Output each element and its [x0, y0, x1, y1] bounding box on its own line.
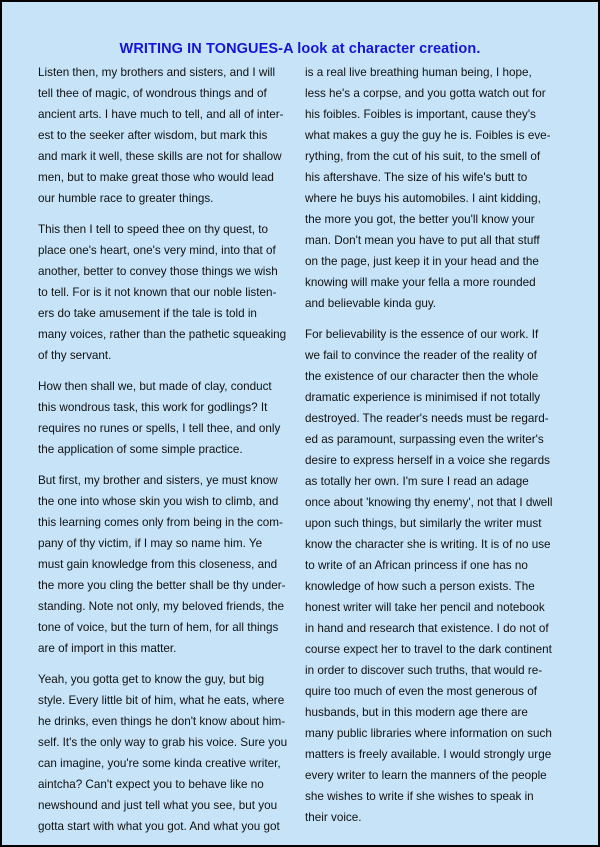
text-line: the existence of our character then the whole — [305, 370, 539, 383]
text-line: can imagine, you're some kinda creative writer, — [38, 757, 281, 770]
right-column — [305, 62, 562, 838]
text-line: she wishes to write if she wishes to speak in — [305, 790, 534, 803]
text-line: aintcha? Can't expect you to behave like no — [38, 778, 264, 791]
text-line: destroyed. The reader's needs must be regard- — [305, 412, 549, 425]
text-line: est to the seeker after wisdom, but mark this — [38, 129, 268, 142]
text-line: course expect her to travel to the dark continent — [305, 643, 552, 656]
text-line: are of import in this matter. — [38, 642, 177, 655]
text-line: many public libraries where information on such — [305, 727, 552, 740]
text-line: he drinks, even things he don't know about him- — [38, 715, 286, 728]
text-line: matters is freely available. I would strongly urge — [305, 748, 552, 761]
text-line: this learning comes only from being in the com- — [38, 516, 283, 529]
paragraph — [38, 669, 298, 837]
text-line: gotta start with what you got. And what you got — [38, 820, 280, 833]
text-line: desire to express herself in a voice she regards — [305, 454, 550, 467]
text-line: and believable kinda guy. — [305, 297, 437, 310]
text-line: his foibles. Foibles is important, cause they's — [305, 108, 536, 121]
paragraph — [305, 62, 562, 314]
text-line: standing. Note not only, my beloved friends, the — [38, 600, 285, 613]
text-line: requires no runes or spells, I tell thee, and only — [38, 422, 281, 435]
text-line: style. Every little bit of him, what he eats, where — [38, 694, 285, 707]
text-line: the more you cling the better shall be thy under- — [38, 579, 286, 592]
text-line: once about 'knowing thy enemy', not that I dwell — [305, 496, 553, 509]
text-line: tell thee of magic, of wondrous things and of — [38, 87, 267, 100]
text-line: on the page, just keep it in your head and the — [305, 255, 539, 268]
text-line: newshound and just tell what you see, but you — [38, 799, 278, 812]
text-line: we fail to convince the reader of the reality of — [305, 349, 537, 362]
text-line: in hand and research that existence. I do not of — [305, 622, 549, 635]
text-line: is a real live breathing human being, I hope, — [305, 66, 532, 79]
text-line: rything, from the cut of his suit, to the smell of — [305, 150, 541, 163]
text-line: dramatic experience is minimised if not totally — [305, 391, 541, 404]
text-line: self. It's the only way to grab his voice. Sure you — [38, 736, 288, 749]
text-line: quire too much of even the most generous of — [305, 685, 537, 698]
text-line: the more you got, the better you'll know your — [305, 213, 535, 226]
text-line: Listen then, my brothers and sisters, and I will — [38, 66, 276, 79]
page-title: WRITING IN TONGUES-A look at character creation. — [119, 41, 481, 57]
text-line: man. Don't mean you have to put all that stuff — [305, 234, 540, 247]
text-line: to write of an African princess if one has no — [305, 559, 528, 572]
text-line: another, better to convey those things we wish — [38, 265, 278, 278]
text-line: ed as paramount, surpassing even the writer's — [305, 433, 544, 446]
text-line: of thy servant. — [38, 349, 112, 362]
text-line: where he buys his automobiles. I aint kidding, — [305, 192, 541, 205]
text-line: this wondrous task, this work for godlings? It — [38, 401, 268, 414]
text-line: must gain knowledge from this closeness, and — [38, 558, 278, 571]
text-line: Yeah, you gotta get to know the guy, but big — [38, 673, 265, 686]
text-line: as totally her own. I'm sure I read an adage — [305, 475, 529, 488]
paragraph — [38, 470, 298, 659]
left-column — [38, 62, 298, 847]
paragraph — [38, 219, 298, 366]
paragraph — [305, 324, 562, 828]
text-line: every writer to learn the manners of the people — [305, 769, 547, 782]
text-line: less he's a corpse, and you gotta watch out for — [305, 87, 546, 100]
text-line: many voices, rather than the pathetic squeaking — [38, 328, 287, 341]
paragraph — [38, 62, 298, 209]
text-line: in order to discover such truths, that would re- — [305, 664, 543, 677]
text-line: and mark it well, these skills are not for shallow — [38, 150, 282, 163]
text-line: ers do take amusement if the tale is told in — [38, 307, 257, 320]
text-line: How then shall we, but made of clay, conduct — [38, 380, 272, 393]
text-line: what makes a guy the guy he is. Foibles is eve- — [305, 129, 551, 142]
text-line: tone of voice, but the turn of hem, for all things — [38, 621, 279, 634]
text-line: place one's heart, one's very mind, into that of — [38, 244, 276, 257]
text-line: ancient arts. I have much to tell, and all of inter- — [38, 108, 284, 121]
text-line: knowing will make your fella a more rounded — [305, 276, 536, 289]
text-line: upon such things, but similarly the writer must — [305, 517, 542, 530]
text-line: men, but to make great those who would lead — [38, 171, 274, 184]
text-line: husbands, but in this modern age there are — [305, 706, 528, 719]
text-line: knowledge of how such a person exists. The — [305, 580, 535, 593]
text-line: But first, my brother and sisters, ye must know — [38, 474, 278, 487]
paragraph — [38, 376, 298, 460]
text-line: his aftershave. The size of his wife's butt to — [305, 171, 528, 184]
text-line: to tell. For is it not known that our noble listen- — [38, 286, 277, 299]
text-line: the one into whose skin you wish to climb, and — [38, 495, 279, 508]
text-line: their voice. — [305, 811, 362, 824]
text-line: honest writer will take her pencil and notebook — [305, 601, 545, 614]
text-line: For believability is the essence of our work. If — [305, 328, 539, 341]
text-line: know the character she is writing. It is of no use — [305, 538, 551, 551]
text-line: the application of some simple practice. — [38, 443, 243, 456]
text-line: pany of thy victim, if I may so name him. Ye — [38, 537, 263, 550]
text-line: our humble race to greater things. — [38, 192, 214, 205]
text-line: This then I tell to speed thee on thy quest, to — [38, 223, 269, 236]
